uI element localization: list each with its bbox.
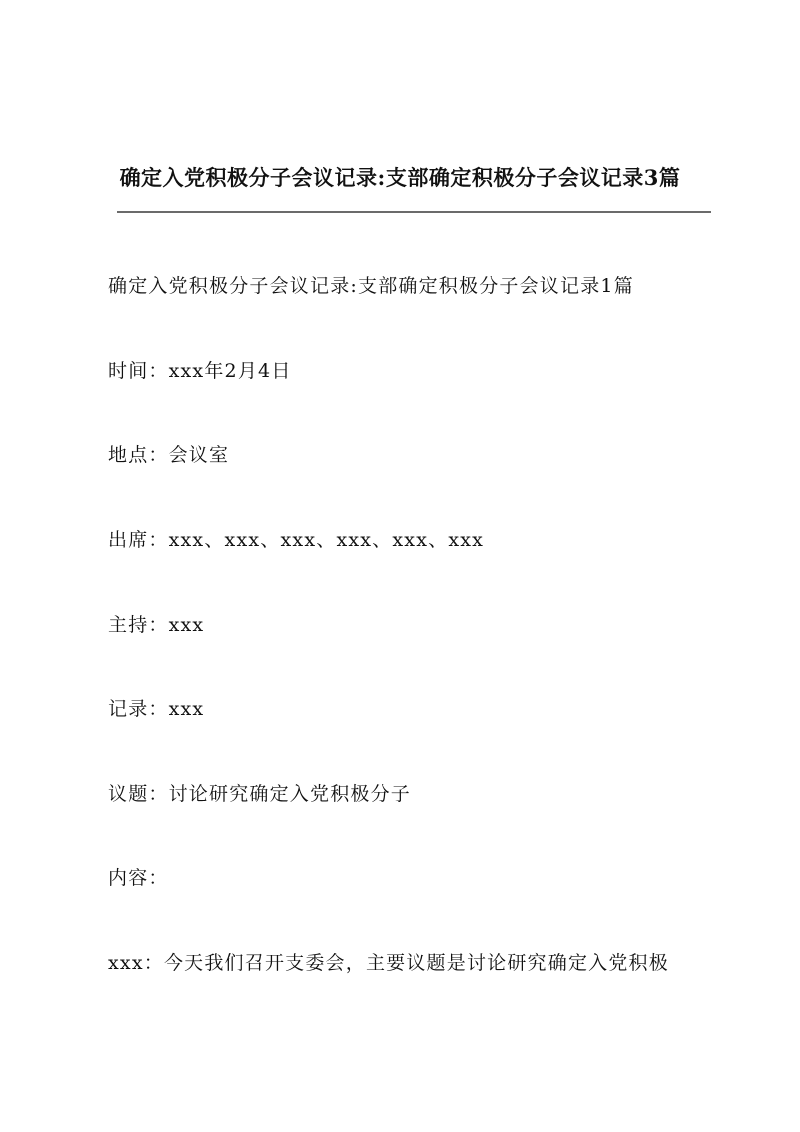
title-underline [117,211,711,213]
body-paragraph: xxx：今天我们召开支委会，主要议题是讨论研究确定入党积极 [108,952,669,974]
meeting-time: 时间：xxx年2月4日 [108,360,292,382]
meeting-recorder: 记录：xxx [108,698,205,720]
meeting-host: 主持：xxx [108,614,205,636]
meeting-topic: 议题：讨论研究确定入党积极分子 [108,783,412,805]
content-label: 内容： [108,867,169,889]
meeting-place: 地点：会议室 [108,444,230,466]
meeting-attendees: 出席：xxx、xxx、xxx、xxx、xxx、xxx [108,529,485,551]
document-title: 确定入党积极分子会议记录:支部确定积极分子会议记录3篇 [119,165,681,190]
section-heading: 确定入党积极分子会议记录:支部确定积极分子会议记录1篇 [108,275,634,297]
